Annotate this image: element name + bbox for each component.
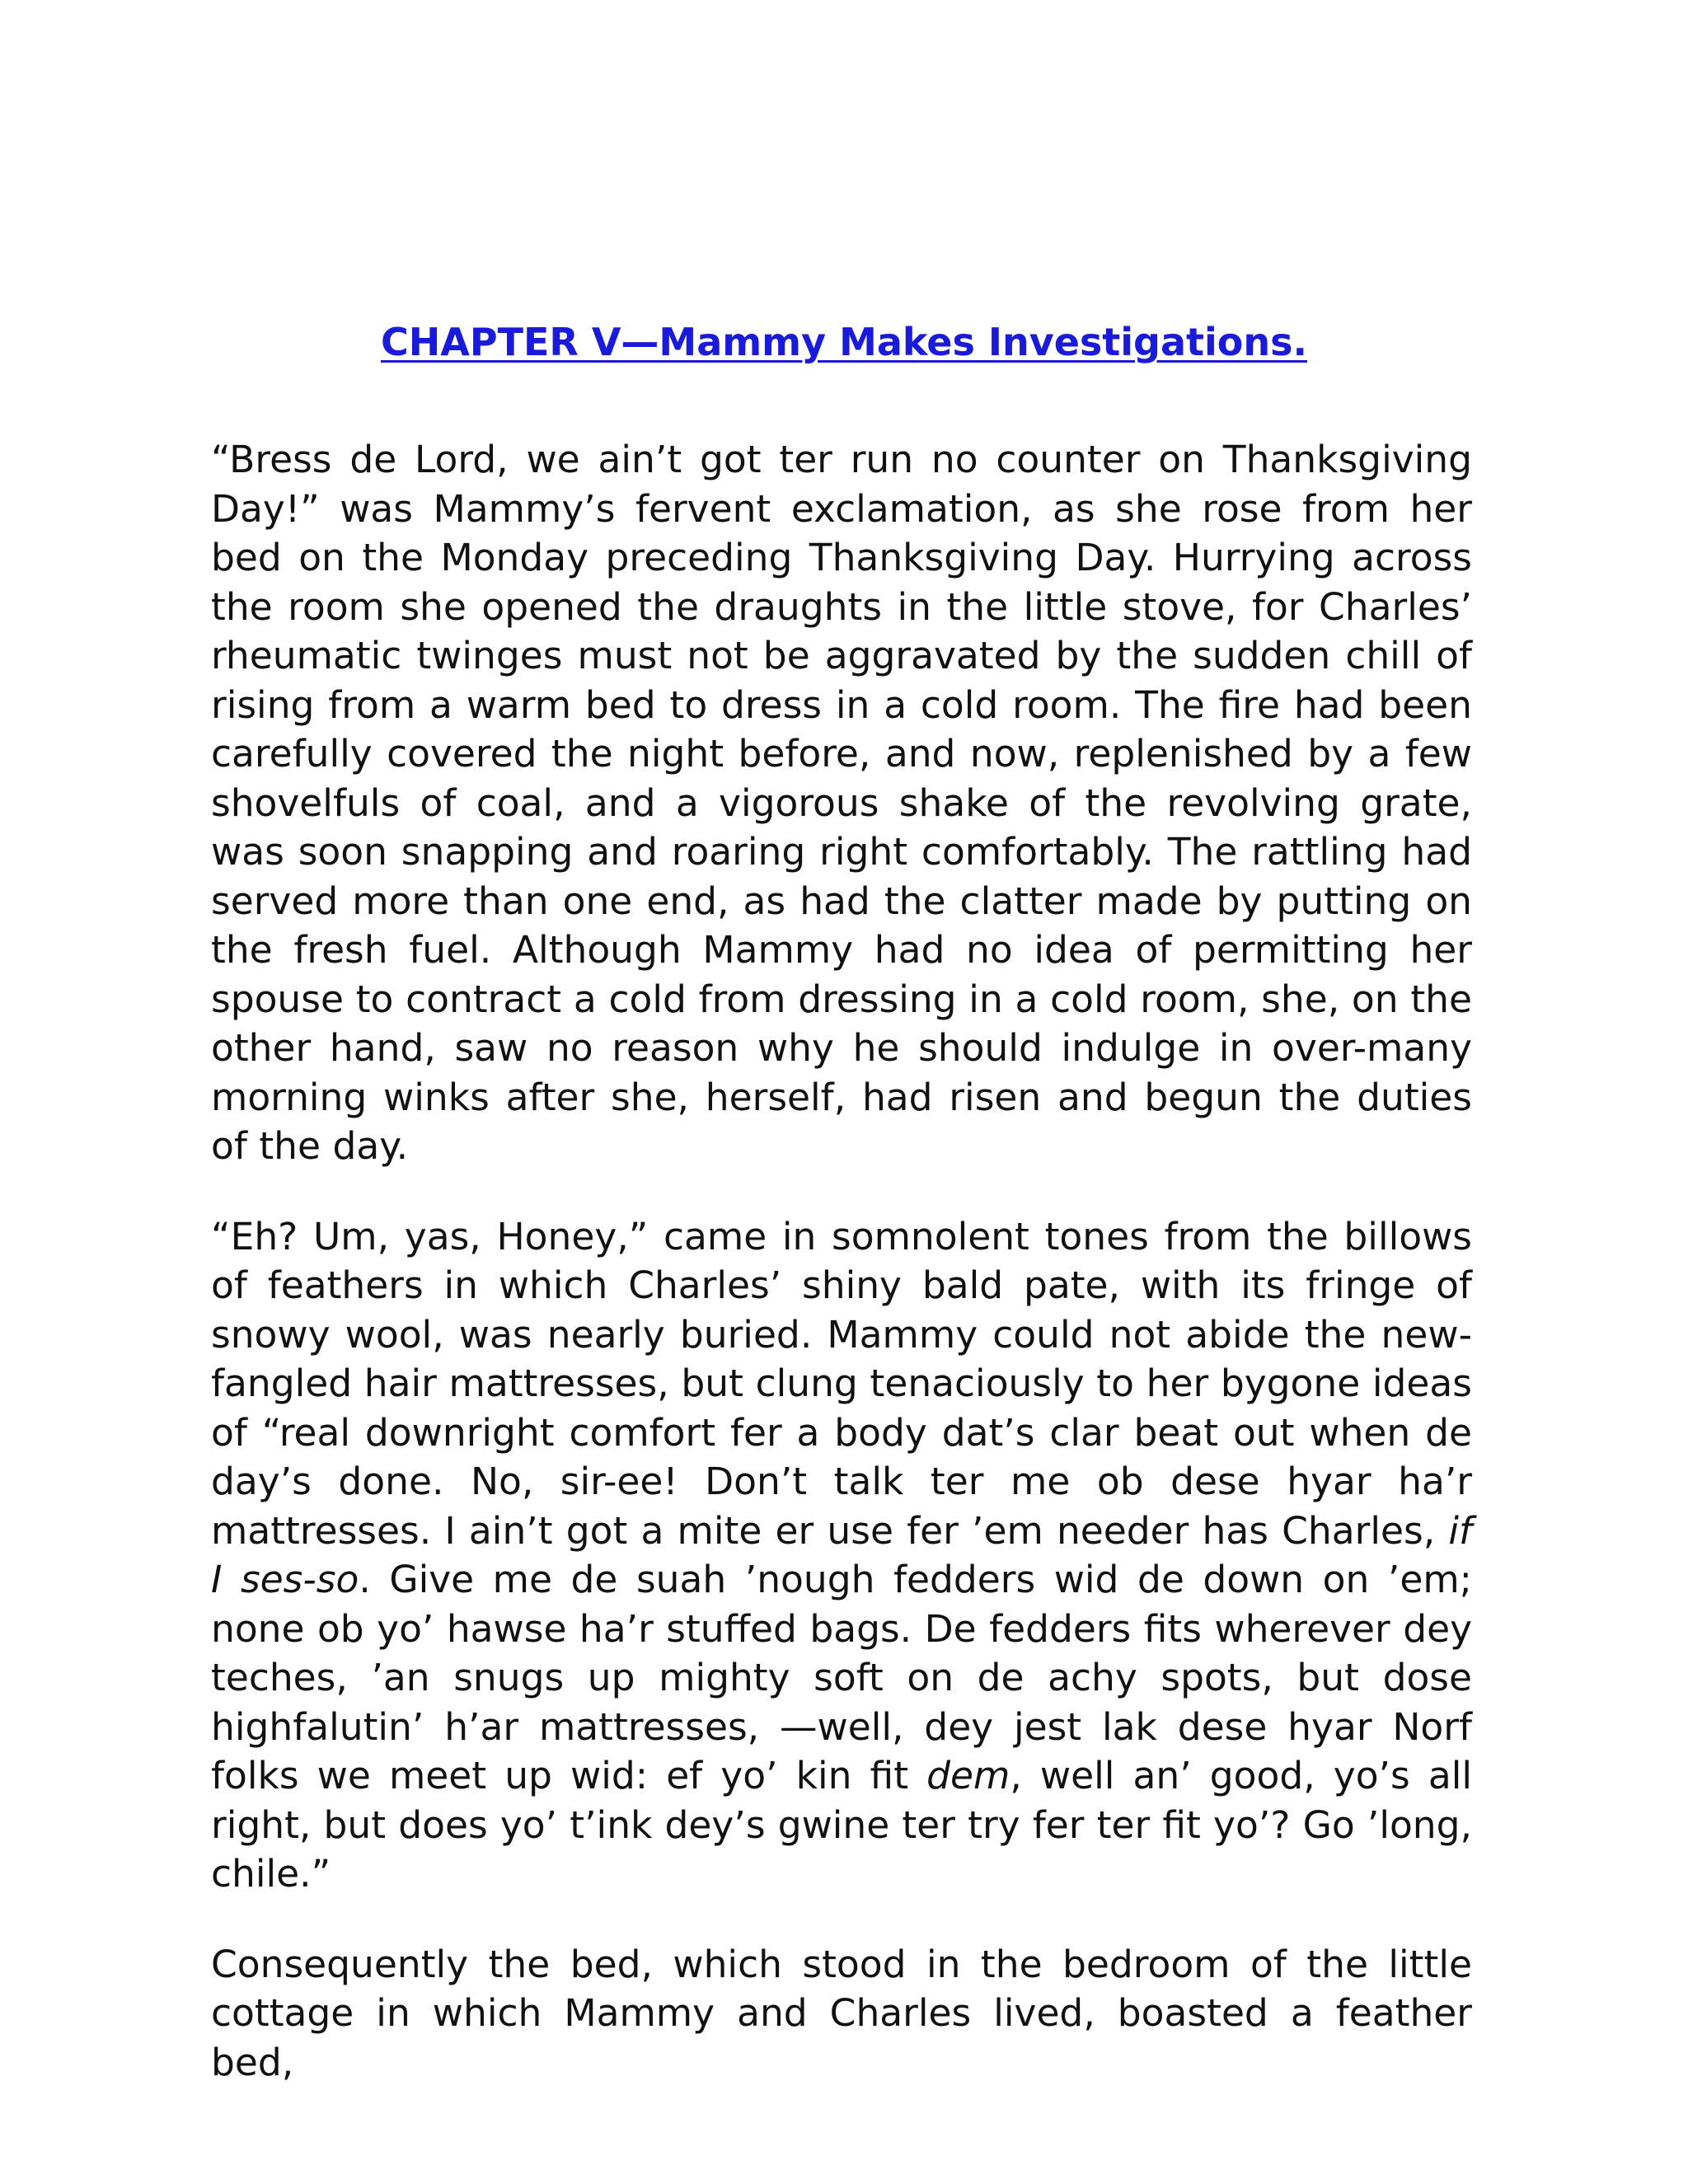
chapter-body [211, 435, 1472, 2087]
chapter-heading [0, 317, 1688, 367]
paragraph-2 [211, 1212, 1472, 1899]
paragraph-1: “Bress de Lord, we ain’t got ter run no counter on Thanksgiving Day!” was Mammy’s fervent exclamation, as she rose from her bed on the Monday preceding Thanksgiving Day. Hurrying across the room she opened the draughts in the little stove, for Charles’ rheumatic twinges must not be aggravated by the sudden chill of rising from a warm bed to dress in a cold room. The fire had been carefully covered the night before, and now, replenished by a few shovelfuls of coal, and a vigorous shake of the revolving grate, was soon snapping and roaring right comfortably. The rattling had served more than one end, as had the clatter made by putting on the fresh fuel. Although Mammy had no idea of permitting her spouse to contract a cold from dressing in a cold room, she, on the other hand, saw no reason why he should indulge in over-many morning winks after she, herself, had risen and begun the duties of the day. [211, 438, 1472, 1168]
chapter-title-link[interactable]: CHAPTER V—Mammy Makes Investigations. [381, 320, 1307, 364]
paragraph-2-italic-a: if I ses-so [211, 1508, 1472, 1601]
paragraph-2-text-c: , well an’ good, yo’s all right, but does yo’ t’ink dey’s gwine ter try fer ter fit yo’? Go ’long, chile.” [211, 1754, 1472, 1896]
paragraph-3: Consequently the bed, which stood in the bedroom of the little cottage in which Mammy and Charles lived, boasted a feather bed, [211, 1942, 1472, 2084]
paragraph-2-italic-b: dem [926, 1754, 1010, 1797]
paragraph-2-text-b: . Give me de suah ’nough fedders wid de down on ’em; none ob yo’ hawse ha’r stuffed bags. De fedders fits wherever dey teches, ’an snugs up mighty soft on de achy spots, but dose highfalutin’ h’ar mattresses, —well, dey jest lak dese hyar Norf folks we meet up wid: ef yo’ kin fit [211, 1558, 1472, 1797]
paragraph-2-text-a: “Eh? Um, yas, Honey,” came in somnolent tones from the billows of feathers in which Charles’ shiny bald pate, with its fringe of snowy wool, was nearly buried. Mammy could not abide the new-fangled hair mattresses, but clung tenaciously to her bygone ideas of “real downright comfort fer a body dat’s clar beat out when de day’s done. No, sir-ee! Don’t talk ter me ob dese hyar ha’r mattresses. I ain’t got a mite er use fer ’em needer has Charles, [211, 1214, 1472, 1553]
